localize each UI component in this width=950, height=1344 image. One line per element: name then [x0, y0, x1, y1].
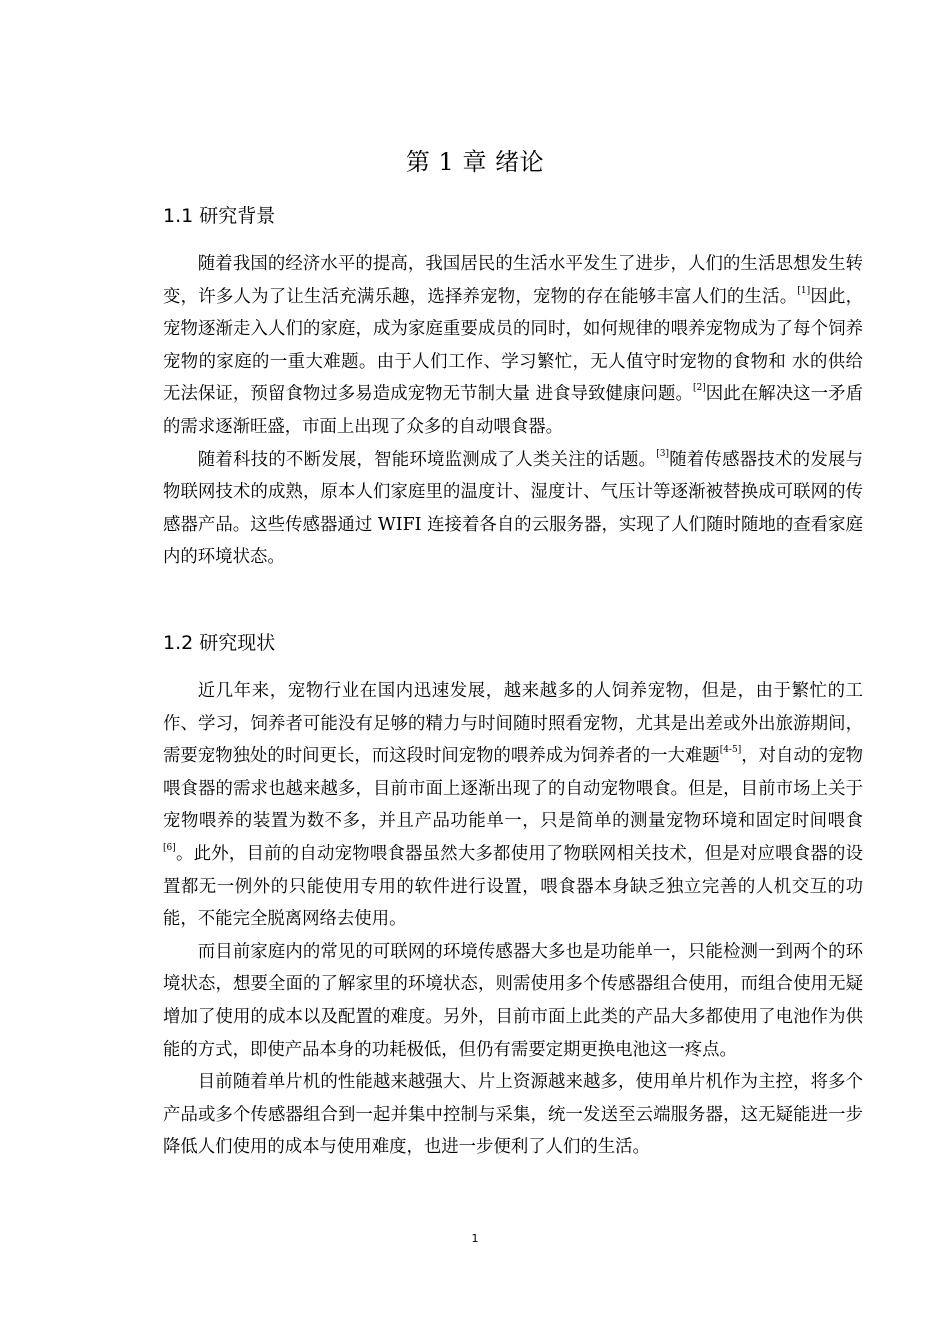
text-run: 随着科技的不断发展，智能环境监测成了人类关注的话题。 [197, 449, 657, 470]
paragraph [163, 444, 863, 574]
section-heading-1-1: 1.1 研究背景 [163, 205, 276, 227]
text-run: 因此在解决这一矛盾的需求逐渐旺盛，市面上出现了众多的自动喂食器。 [163, 384, 864, 437]
text-run: 目前随着单片机的性能越来越强大、片上资源越来越多，使用单片机作为主控，将多个产品或多个传感器组合到一起并集中控制与采集，统一发送至云端服务器，这无疑能进一步降低人们使用的成本与使用难度，也进一步便利了人们的生活。 [163, 1072, 863, 1158]
citation-ref: [3] [656, 448, 670, 459]
chapter-title: 第 1 章 绪论 [405, 148, 545, 176]
text-run: 近几年来，宠物行业在国内迅速发展，越来越多的人饲养宠物，但是，由于繁忙的工作、学习，饲养者可能没有足够的精力与时间随时照看宠物，尤其是出差或外出旅游期间，需要宠物独处的时间更长，而这段时间宠物的喂养成为饲养者的一大难题 [163, 681, 863, 767]
citation-ref: [1] [797, 285, 811, 296]
text-run: 随着我国的经济水平的提高，我国居民的生活水平发生了进步，人们的生活思想发生转变，许多人为了让生活充满乐趣，选择养宠物，宠物的存在能够丰富人们的生活。 [163, 254, 863, 307]
paragraph [163, 936, 863, 1066]
text-run: 而目前家庭内的常见的可联网的环境传感器大多也是功能单一，只能检测一到两个的环境状态，想要全面的了解家里的环境状态，则需使用多个传感器组合使用，而组合使用无疑增加了使用的成本以及配置的难度。另外，目前市面上此类的产品大多都使用了电池作为供能的方式，即使产品本身的功耗极低，但仍有需要定期更换电池这一疼点。 [163, 941, 863, 1060]
citation-ref: [6] [163, 842, 176, 853]
text-run: 随着传感器技术的发展与物联网技术的成熟，原本人们家庭里的温度计、湿度计、气压计等逐渐被替换成可联网的传感器产品。这些传感器通过 WIFI 连接着各自的云服务器，实现了人们随时随地的查看家庭内的环境状态。 [163, 449, 863, 568]
paragraph [163, 248, 863, 444]
text-run: ，对自动的宠物喂食器的需求也越来越多，目前市面上逐渐出现了的自动宠物喂食。但是，目前市场上关于宠物喂养的装置为数不多，并且产品功能单一，只是简单的测量宠物环境和固定时间喂食 [163, 746, 863, 832]
section-heading-1-2: 1.2 研究现状 [163, 632, 276, 654]
section-body-1-1 [163, 248, 863, 574]
paragraph [163, 675, 863, 936]
citation-ref: [4-5] [719, 745, 742, 756]
text-run: 因此，宠物逐渐走入人们的家庭，成为家庭重要成员的同时，如何规律的喂养宠物成为了每个饲养宠物的家庭的一重大难题。由于人们工作、学习繁忙，无人值守时宠物的食物和 水的供给无法保证，预留食物过多易造成宠物无节制大量 进食导致健康问题。 [163, 286, 863, 405]
section-body-1-2 [163, 675, 863, 1164]
paragraph [163, 1066, 863, 1164]
citation-ref: [2] [692, 383, 706, 394]
text-run: 。此外，目前的自动宠物喂食器虽然大多都使用了物联网相关技术，但是对应喂食器的设置都无一例外的只能使用专用的软件进行设置，喂食器本身缺乏独立完善的人机交互的功能，不能完全脱离网络去使用。 [163, 843, 863, 930]
page-number: 1 [471, 1232, 479, 1245]
